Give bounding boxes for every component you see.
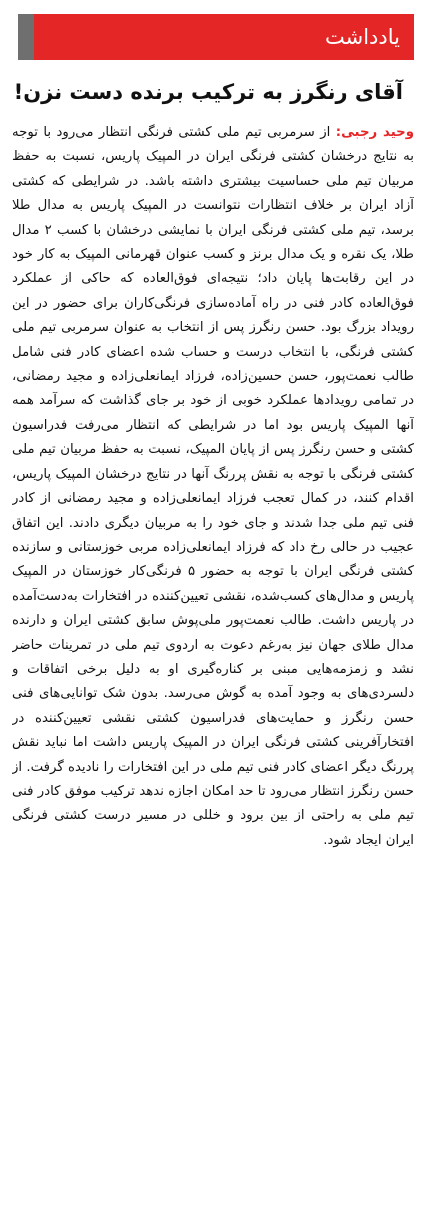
article-author: وحید رجبی:: [335, 125, 414, 140]
section-accent-bar: [18, 14, 34, 60]
article-body: [12, 121, 414, 1211]
section-header: [12, 14, 414, 60]
article-headline: آقای رنگرز به ترکیب برنده دست نزن!: [13, 80, 403, 104]
article-body-text: از سرمربی تیم ملی کشتی فرنگی انتظار می‌رود با توجه به نتایج درخشان کشتی فرنگی ایران در المپیک پاریس، نسبت به حفظ مربیان تیم ملی حساسیت بیشتری داشته باشد. در شرایطی که کشتی آزاد ایران بر خلاف انتظارات نتوانست در المپیک پاریس به مدال طلا برسد، تیم ملی کشتی فرنگی ایران با نمایشی درخشان با کسب ۲ مدال طلا، یک نقره و یک مدال برنز و کسب عنوان قهرمانی المپیک به کار خود در این رقابت‌ها پایان داد؛ نتیجه‌ای فوق‌العاده که حاکی از عملکرد فوق‌العاده کادر فنی در راه آماده‌سازی فرنگی‌کاران برای حضور در این رویداد بزرگ بود. حسن رنگرز پس از انتخاب به عنوان سرمربی تیم ملی کشتی فرنگی، با انتخاب درست و حساب شده اعضای کادر فنی شامل طالب نعمت‌پور، حسن حسین‌زاده، فرزاد ایمانعلی‌زاده و مجید رمضانی، در تمامی رویدادها عملکرد خوبی از خود بر جای گذاشت که سرآمد همه آنها المپیک پاریس بود اما در شرایطی که انتظار می‌رفت فدراسیون کشتی و حسن رنگرز پس از پایان المپیک، نسبت به حفظ مربیان تیم ملی کشتی فرنگی با توجه به نقش پررنگ آنها در نتایج درخشان المپیک پاریس، اقدام کنند، در کمال تعجب فرزاد ایمانعلی‌زاده و مجید رمضانی از کادر فنی تیم ملی جدا شدند و جای خود را به مربیان دیگری دادند. این اتفاق عجیب در حالی رخ داد که فرزاد ایمانعلی‌زاده مربی خوزستانی و سازنده کشتی فرنگی ایران با توجه به حضور ۵ فرنگی‌کار خوزستان در المپیک پاریس و مدال‌های کسب‌شده، نقشی تعیین‌کننده در افتخارات به‌دست‌آمده در پاریس داشت. طالب نعمت‌پور ملی‌پوش سابق کشتی ایران و دارنده مدال طلای جهان نیز به‌رغم دعوت به اردوی تیم ملی در تمرینات حاضر نشد و زمزمه‌هایی مبنی بر کناره‌گیری او به دلیل برخی اتفاقات و دلسردی‌های به وجود آمده به گوش می‌رسد. بدون شک توانایی‌های فنی حسن رنگرز و حمایت‌های فدراسیون کشتی نقشی تعیین‌کننده در افتخارآفرینی کشتی فرنگی ایران در المپیک پاریس داشت اما نباید نقش پررنگ دیگر اعضای کادر فنی تیم ملی در این افتخارات را نادیده گرفت. از حسن رنگرز انتظار می‌رود تا حد امکان اجازه ندهد ترکیب موفق کادر فنی تیم ملی به راحتی از بین برود و خللی در مسیر درست کشتی فرنگی ایران ایجاد شود.: [12, 125, 414, 848]
section-label: یادداشت: [34, 14, 414, 60]
